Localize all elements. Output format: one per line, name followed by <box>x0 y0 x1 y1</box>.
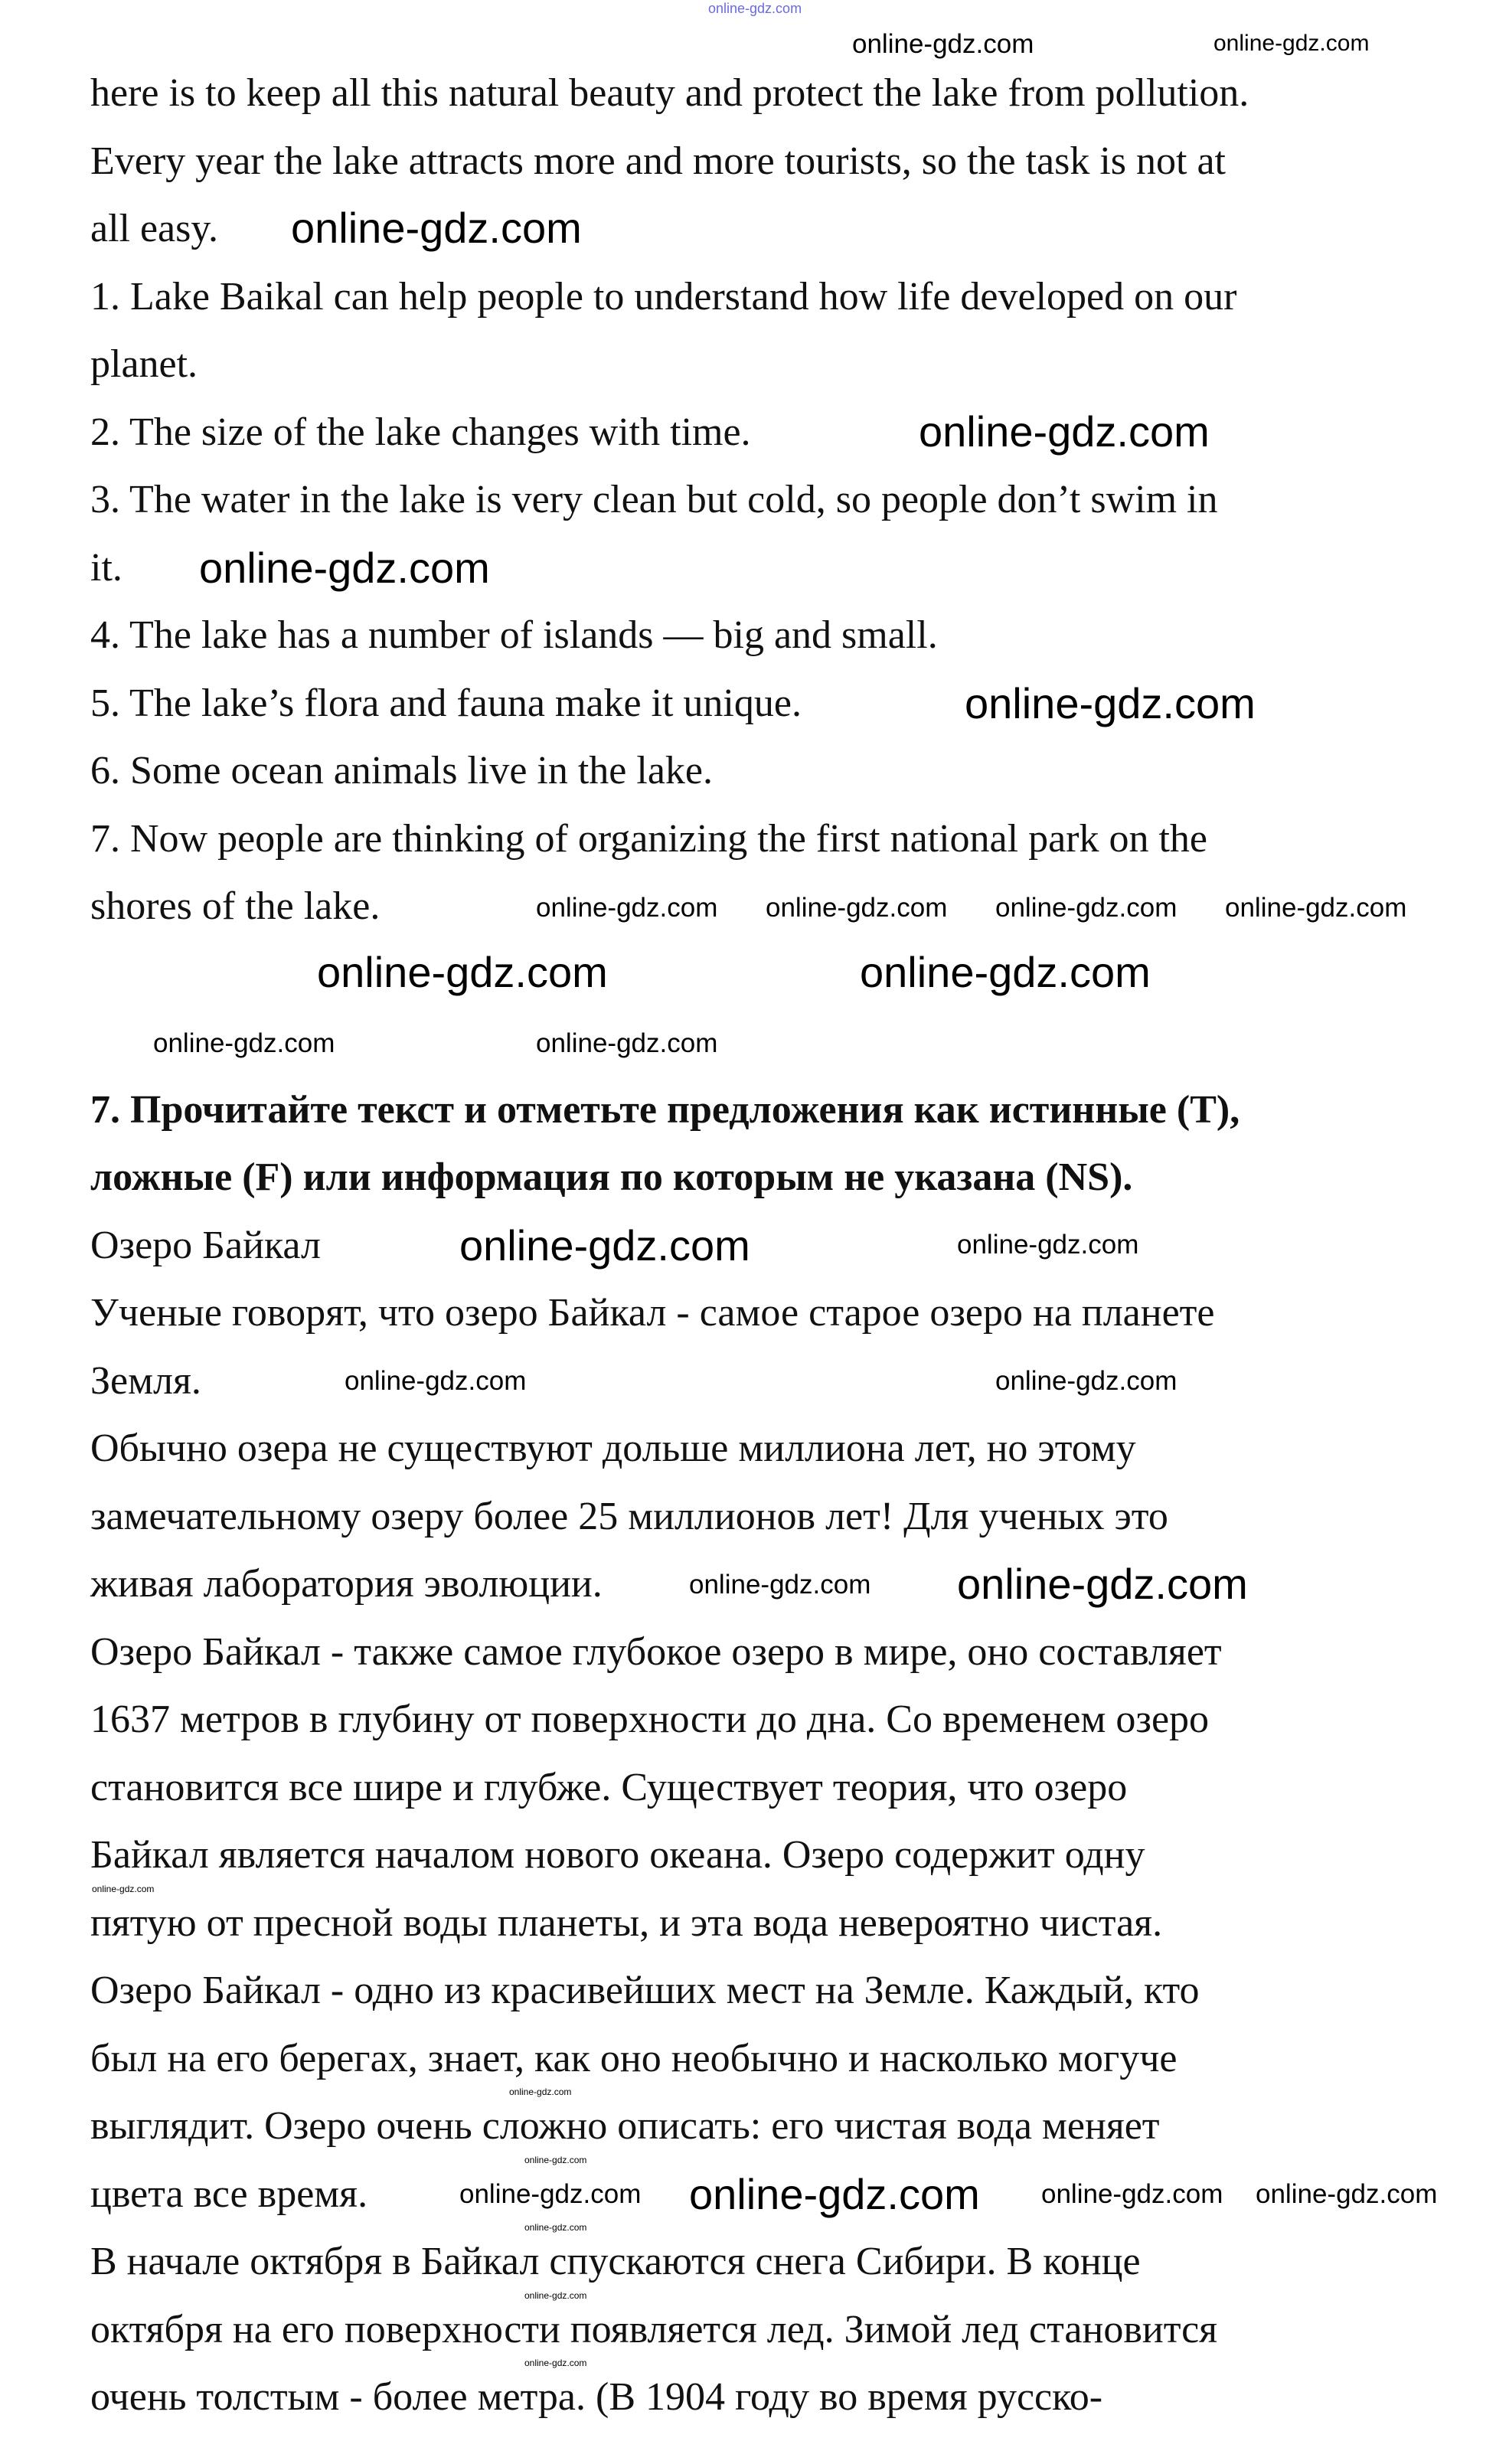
statement-7: 7. Now people are thinking of organizing the first national park on the <box>90 816 1207 861</box>
statement-3: 3. The water in the lake is very clean but cold, so people don’t swim in <box>90 478 1218 521</box>
text-line: октября на его поверхности появляется лед. Зимой лед становится <box>90 2307 1218 2351</box>
statement-5: 5. The lake’s flora and fauna make it unique. <box>90 681 802 725</box>
text-line: выглядит. Озеро очень сложно описать: его чистая вода меняет <box>90 2104 1160 2148</box>
text-line: становится все шире и глубже. Существует теория, что озеро <box>90 1765 1128 1809</box>
watermark: online-gdz.com <box>524 2222 587 2233</box>
watermark: online-gdz.com <box>957 1560 1248 1608</box>
watermark: online-gdz.com <box>1041 2179 1223 2209</box>
watermark: online-gdz.com <box>153 1028 335 1058</box>
watermark: online-gdz.com <box>536 1028 718 1058</box>
text-line: all easy. <box>90 207 218 250</box>
statement-2: 2. The size of the lake changes with time. <box>90 410 751 454</box>
watermark: online-gdz.com <box>92 1884 155 1894</box>
text-line: замечательному озеру более 25 миллионов лет! Для ученых это <box>90 1494 1168 1538</box>
text-line: Обычно озера не существуют дольше миллиона лет, но этому <box>90 1426 1136 1470</box>
statement-7-cont: shores of the lake. <box>90 884 381 928</box>
watermark: online-gdz.com <box>317 948 608 996</box>
task-heading-cont: ложные (F) или информация по которым не указана (NS). <box>90 1155 1133 1199</box>
watermark: online-gdz.com <box>459 1221 750 1270</box>
watermark: online-gdz.com <box>995 1366 1178 1396</box>
text-line: Земля. <box>90 1358 201 1403</box>
text-line: Every year the lake attracts more and more tourists, so the task is not at <box>90 139 1226 183</box>
statement-1-cont: planet. <box>90 342 198 386</box>
watermark: online-gdz.com <box>291 204 582 252</box>
text-title: Озеро Байкал <box>90 1223 321 1267</box>
watermark: online-gdz.com <box>199 544 490 592</box>
watermark: online-gdz.com <box>919 407 1210 456</box>
text-line: очень толстым - более метра. (В 1904 году во время русско- <box>90 2375 1103 2419</box>
text-line: 1637 метров в глубину от поверхности до дна. Со временем озеро <box>90 1698 1210 1741</box>
watermark: online-gdz.com <box>509 2087 572 2097</box>
statement-4: 4. The lake has a number of islands — big and small. <box>90 613 938 657</box>
text-line: был на его берегах, знает, как оно необычно и насколько могуче <box>90 2036 1178 2080</box>
text-line: Озеро Байкал - одно из красивейших мест на Земле. Каждый, кто <box>90 1969 1200 2012</box>
text-line: Байкал является началом нового океана. Озеро содержит одну <box>90 1833 1145 1877</box>
watermark: online-gdz.com <box>852 29 1034 59</box>
watermark: online-gdz.com <box>524 2155 587 2165</box>
task-heading: 7. Прочитайте текст и отметьте предложения как истинные (T), <box>90 1087 1240 1132</box>
watermark: online-gdz.com <box>524 2290 587 2301</box>
watermark: online-gdz.com <box>459 2179 642 2209</box>
watermark: online-gdz.com <box>345 1366 527 1396</box>
watermark: online-gdz.com <box>524 2358 587 2368</box>
watermark: online-gdz.com <box>1225 893 1407 923</box>
text-line: В начале октября в Байкал спускаются снега Сибири. В конце <box>90 2240 1141 2283</box>
watermark: online-gdz.com <box>860 948 1151 996</box>
statement-3-cont: it. <box>90 545 122 590</box>
watermark: online-gdz.com <box>708 1 802 16</box>
watermark: online-gdz.com <box>957 1230 1139 1260</box>
watermark: online-gdz.com <box>689 2170 980 2218</box>
text-line: Ученые говорят, что озеро Байкал - самое старое озеро на планете <box>90 1291 1215 1335</box>
text-line: пятую от пресной воды планеты, и эта вода невероятно чистая. <box>90 1900 1163 1945</box>
text-line: Озеро Байкал - также самое глубокое озеро в мире, оно составляет <box>90 1629 1222 1674</box>
watermark: online-gdz.com <box>995 893 1178 923</box>
watermark: online-gdz.com <box>766 893 948 923</box>
text-line: here is to keep all this natural beauty and protect the lake from pollution. <box>90 71 1249 115</box>
watermark: online-gdz.com <box>1256 2179 1438 2209</box>
watermark: online-gdz.com <box>1213 31 1370 56</box>
text-line: цвета все время. <box>90 2172 368 2216</box>
statement-1: 1. Lake Baikal can help people to understand how life developed on our <box>90 274 1237 319</box>
watermark: online-gdz.com <box>689 1570 871 1600</box>
statement-6: 6. Some ocean animals live in the lake. <box>90 749 713 792</box>
watermark: online-gdz.com <box>536 893 718 923</box>
document-body <box>90 60 1468 2432</box>
text-line: живая лаборатория эволюции. <box>90 1562 603 1606</box>
watermark: online-gdz.com <box>965 679 1256 727</box>
